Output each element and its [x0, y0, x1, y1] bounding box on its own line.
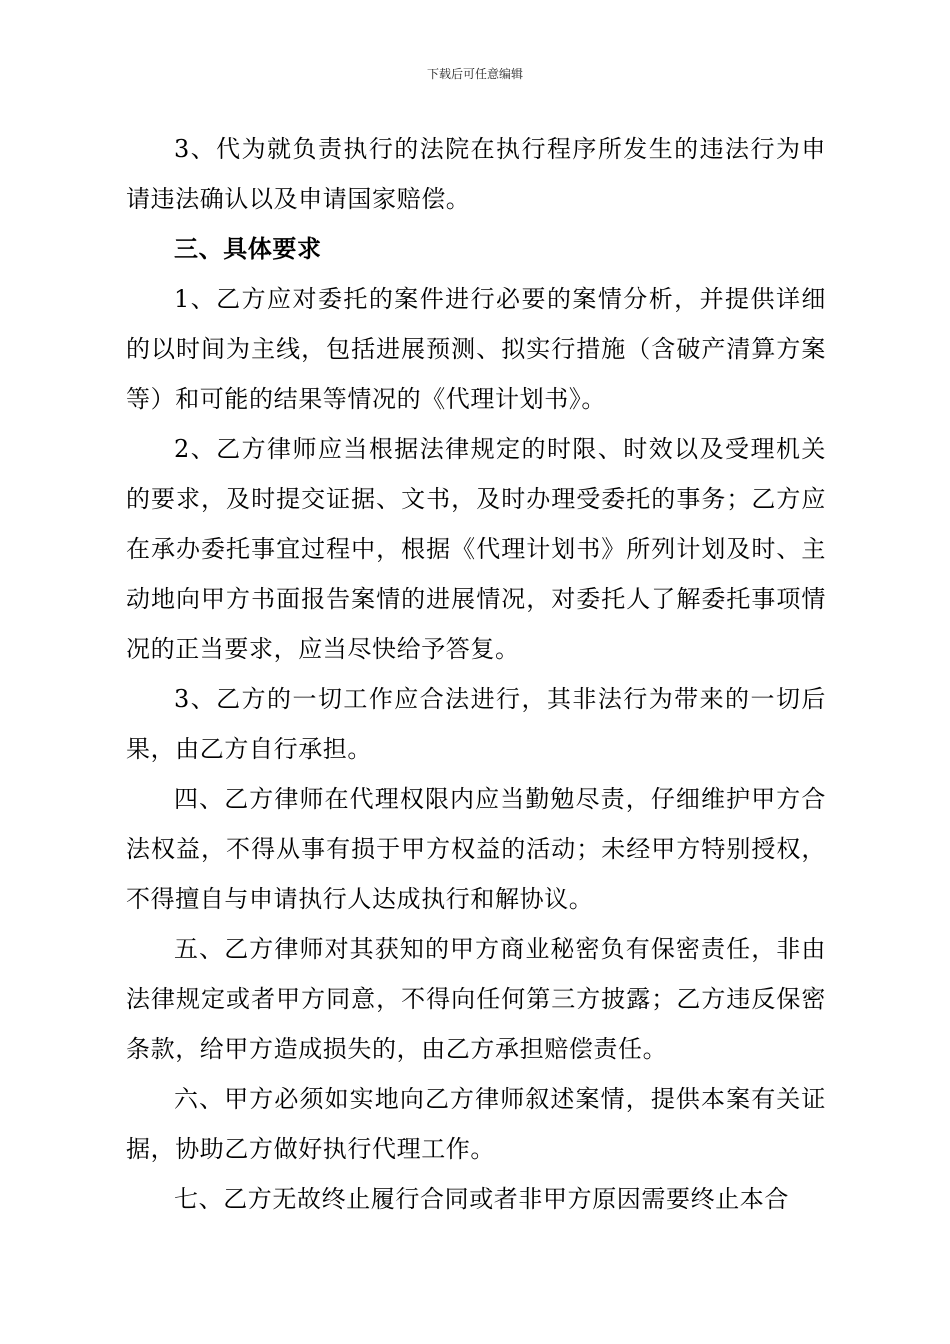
paragraph-clause-4: 四、乙方律师在代理权限内应当勤勉尽责，仔细维护甲方合法权益，不得从事有损于甲方权益的活动；未经甲方特别授权，不得擅自与申请执行人达成执行和解协议。 [126, 785, 826, 913]
paragraph-requirement-2: 2、乙方律师应当根据法律规定的时限、时效以及受理机关的要求，及时提交证据、文书，及时办理受委托的事务；乙方应在承办委托事宜过程中，根据《代理计划书》所列计划及时、主动地向甲方书面报告案情的进展情况，对委托人了解委托事项情况的正当要求，应当尽快给予答复。 [126, 435, 826, 663]
document-body [126, 124, 826, 1224]
paragraph-clause-7: 七、乙方无故终止履行合同或者非甲方原因需要终止本合 [174, 1185, 789, 1213]
paragraph-clause-6: 六、甲方必须如实地向乙方律师叙述案情，提供本案有关证据，协助乙方做好执行代理工作。 [126, 1085, 826, 1163]
page-header-note: 下载后可任意编辑 [426, 67, 523, 81]
paragraph-clause-5: 五、乙方律师对其获知的甲方商业秘密负有保密责任，非由法律规定或者甲方同意，不得向任何第三方披露；乙方违反保密条款，给甲方造成损失的，由乙方承担赔偿责任。 [126, 935, 826, 1063]
paragraph-requirement-1: 1、乙方应对委托的案件进行必要的案情分析，并提供详细的以时间为主线，包括进展预测、拟实行措施（含破产清算方案等）和可能的结果等情况的《代理计划书》。 [126, 285, 826, 413]
paragraph-item-3-remedy: 3、代为就负责执行的法院在执行程序所发生的违法行为申请违法确认以及申请国家赔偿。 [126, 135, 826, 213]
paragraph-requirement-3: 3、乙方的一切工作应合法进行，其非法行为带来的一切后果，由乙方自行承担。 [126, 685, 826, 763]
section-heading-specific-requirements: 三、具体要求 [174, 234, 322, 263]
